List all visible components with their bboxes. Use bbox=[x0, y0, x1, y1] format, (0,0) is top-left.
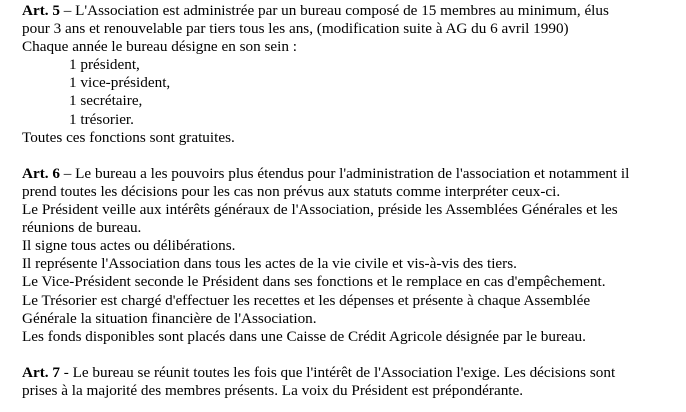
article-5 bbox=[22, 2, 672, 147]
list-item-secretary: 1 secrétaire, bbox=[69, 92, 143, 110]
article-7-line-2: prises à la majorité des membres présents. La voix du Président est prépondérante. bbox=[22, 381, 524, 399]
article-7-line-1: Art. 7 - Le bureau se réunit toutes les fois que l'intérêt de l'Association l'exige. Les décisions sont bbox=[22, 363, 616, 381]
article-6 bbox=[22, 165, 672, 346]
list-item-president: 1 président, bbox=[69, 56, 140, 74]
article-6-line-4: réunions de bureau. bbox=[22, 219, 142, 237]
article-5-line-3: Chaque année le bureau désigne en son sein : bbox=[22, 38, 297, 56]
list-item-vice-president: 1 vice-président, bbox=[69, 74, 171, 92]
article-7-number: Art. 7 bbox=[22, 363, 60, 381]
article-6-line-8: Le Trésorier est chargé d'effectuer les recettes et les dépenses et présente à chaque Assemblée bbox=[22, 291, 591, 309]
list-item-treasurer: 1 trésorier. bbox=[69, 110, 134, 128]
article-6-line-10: Les fonds disponibles sont placés dans une Caisse de Crédit Agricole désignée par le bureau. bbox=[22, 327, 586, 345]
article-6-line-1: Art. 6 – Le bureau a les pouvoirs plus étendus pour l'administration de l'association et notamment il bbox=[22, 164, 630, 182]
article-6-line-2: prend toutes les décisions pour les cas non prévus aux statuts comme interpréter ceux-ci. bbox=[22, 182, 561, 200]
article-5-line-2: pour 3 ans et renouvelable par tiers tous les ans, (modification suite à AG du 6 avril 1990) bbox=[22, 20, 569, 38]
paragraph-gap bbox=[22, 147, 672, 165]
article-5-number: Art. 5 bbox=[22, 2, 60, 19]
article-5-line-1: Art. 5 – L'Association est administrée par un bureau composé de 15 membres au minimum, élus bbox=[22, 2, 609, 19]
article-6-line-3: Le Président veille aux intérêts généraux de l'Association, préside les Assemblées Générales et les bbox=[22, 201, 618, 219]
article-6-line-7: Le Vice-Président seconde le Président dans ses fonctions et le remplace en cas d'empêchement. bbox=[22, 273, 606, 291]
document-body bbox=[22, 2, 672, 400]
article-7 bbox=[22, 364, 672, 400]
paragraph-gap bbox=[22, 346, 672, 364]
article-5-closing: Toutes ces fonctions sont gratuites. bbox=[22, 128, 235, 146]
article-6-number: Art. 6 bbox=[22, 164, 60, 182]
article-6-line-9: Générale la situation financière de l'Association. bbox=[22, 309, 317, 327]
article-6-line-6: Il représente l'Association dans tous les actes de la vie civile et vis-à-vis des tiers. bbox=[22, 255, 517, 273]
article-6-line-5: Il signe tous actes ou délibérations. bbox=[22, 237, 236, 255]
